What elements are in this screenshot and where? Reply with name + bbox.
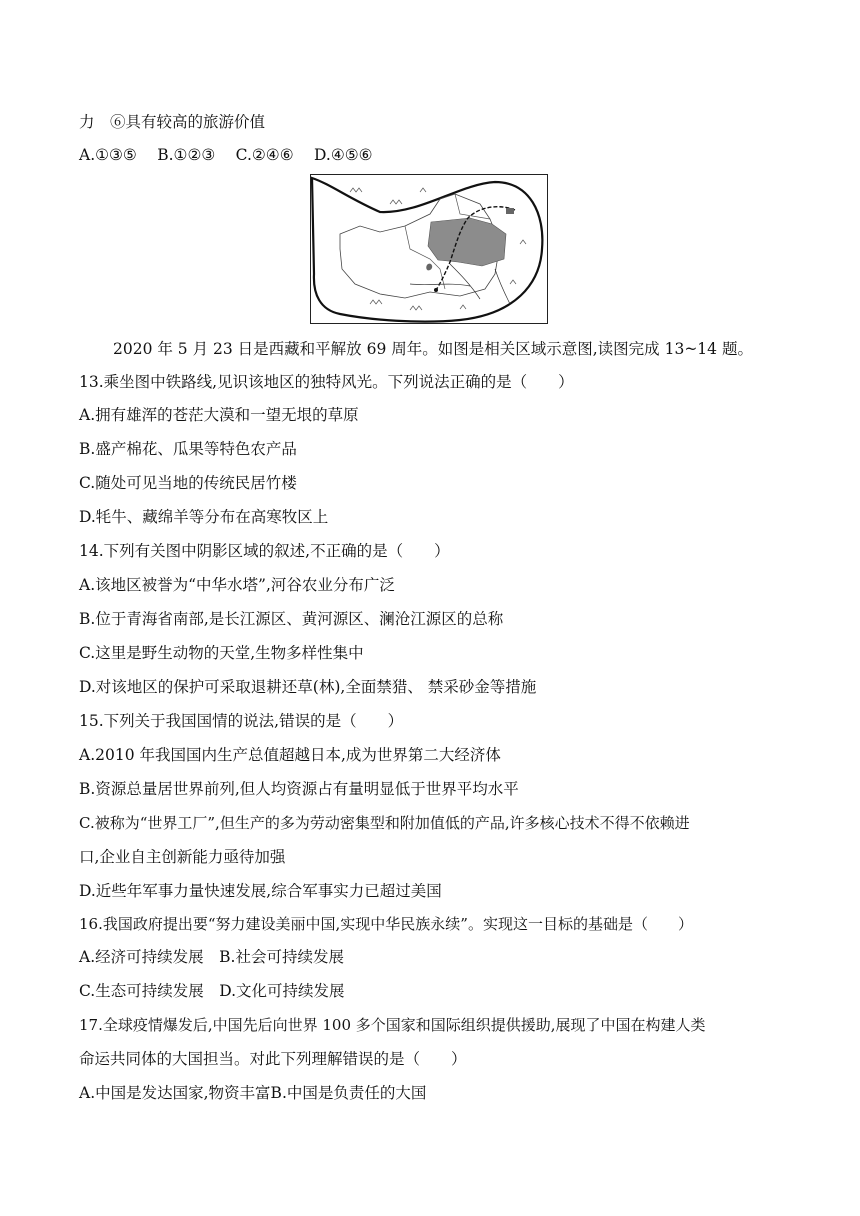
text-line-24: 命运共同体的大国担当。对此下列理解错误的是（ ） (79, 1050, 467, 1068)
text-line-4: 13.乘坐图中铁路线,见识该地区的独特风光。下列说法正确的是（ ） (79, 373, 574, 391)
text-line-17: C.被称为“世界工厂”,但生产的多为劳动密集型和附加值低的产品,许多核心技术不得不依赖进 (79, 814, 690, 832)
text-line-20: 16.我国政府提出要“努力建设美丽中国,实现中华民族永续”。实现这一目标的基础是（ ） (79, 915, 693, 933)
text-line-8: D.牦牛、藏绵羊等分布在高寒牧区上 (79, 508, 329, 526)
text-line-13: D.对该地区的保护可采取退耕还草(林),全面禁猎、 禁采砂金等措施 (79, 678, 537, 696)
text-line-10: A.该地区被誉为“中华水塔”,河谷农业分布广泛 (79, 576, 395, 594)
text-line-11: B.位于青海省南部,是长江源区、黄河源区、澜沧江源区的总称 (79, 610, 504, 628)
text-line-22: C.生态可持续发展 D.文化可持续发展 (79, 982, 345, 1000)
text-line-18: 口,企业自主创新能力亟待加强 (79, 848, 286, 866)
city-marker (434, 288, 438, 292)
text-line-9: 14.下列有关图中阴影区域的叙述,不正确的是（ ） (79, 542, 450, 560)
text-line-1: 力 ⑥具有较高的旅游价值 (79, 113, 266, 131)
text-line-5: A.拥有雄浑的苍茫大漠和一望无垠的草原 (79, 406, 359, 424)
lake-marker (506, 208, 514, 214)
text-line-21: A.经济可持续发展 B.社会可持续发展 (79, 948, 344, 966)
text-line-14: 15.下列关于我国国情的说法,错误的是（ ） (79, 712, 404, 730)
text-line-7: C.随处可见当地的传统民居竹楼 (79, 474, 297, 492)
text-line-2: A.①③⑤ B.①②③ C.②④⑥ D.④⑤⑥ (79, 146, 373, 164)
text-line-12: C.这里是野生动物的天堂,生物多样性集中 (79, 644, 364, 662)
text-line-16: B.资源总量居世界前列,但人均资源占有量明显低于世界平均水平 (79, 780, 519, 798)
text-line-25: A.中国是发达国家,物资丰富B.中国是负责任的大国 (79, 1084, 427, 1102)
text-line-3: 2020 年 5 月 23 日是西藏和平解放 69 周年。如图是相关区域示意图,读图完成 13~14 题。 (113, 340, 753, 358)
text-line-19: D.近些年军事力量快速发展,综合军事实力已超过美国 (79, 882, 442, 900)
region-map (310, 174, 548, 324)
map-frame (311, 175, 548, 324)
text-line-15: A.2010 年我国国内生产总值超越日本,成为世界第二大经济体 (79, 746, 501, 764)
text-line-6: B.盛产棉花、瓜果等特色农产品 (79, 440, 297, 458)
text-line-23: 17.全球疫情爆发后,中国先后向世界 100 多个国家和国际组织提供援助,展现了中国在构建人类 (79, 1016, 706, 1034)
